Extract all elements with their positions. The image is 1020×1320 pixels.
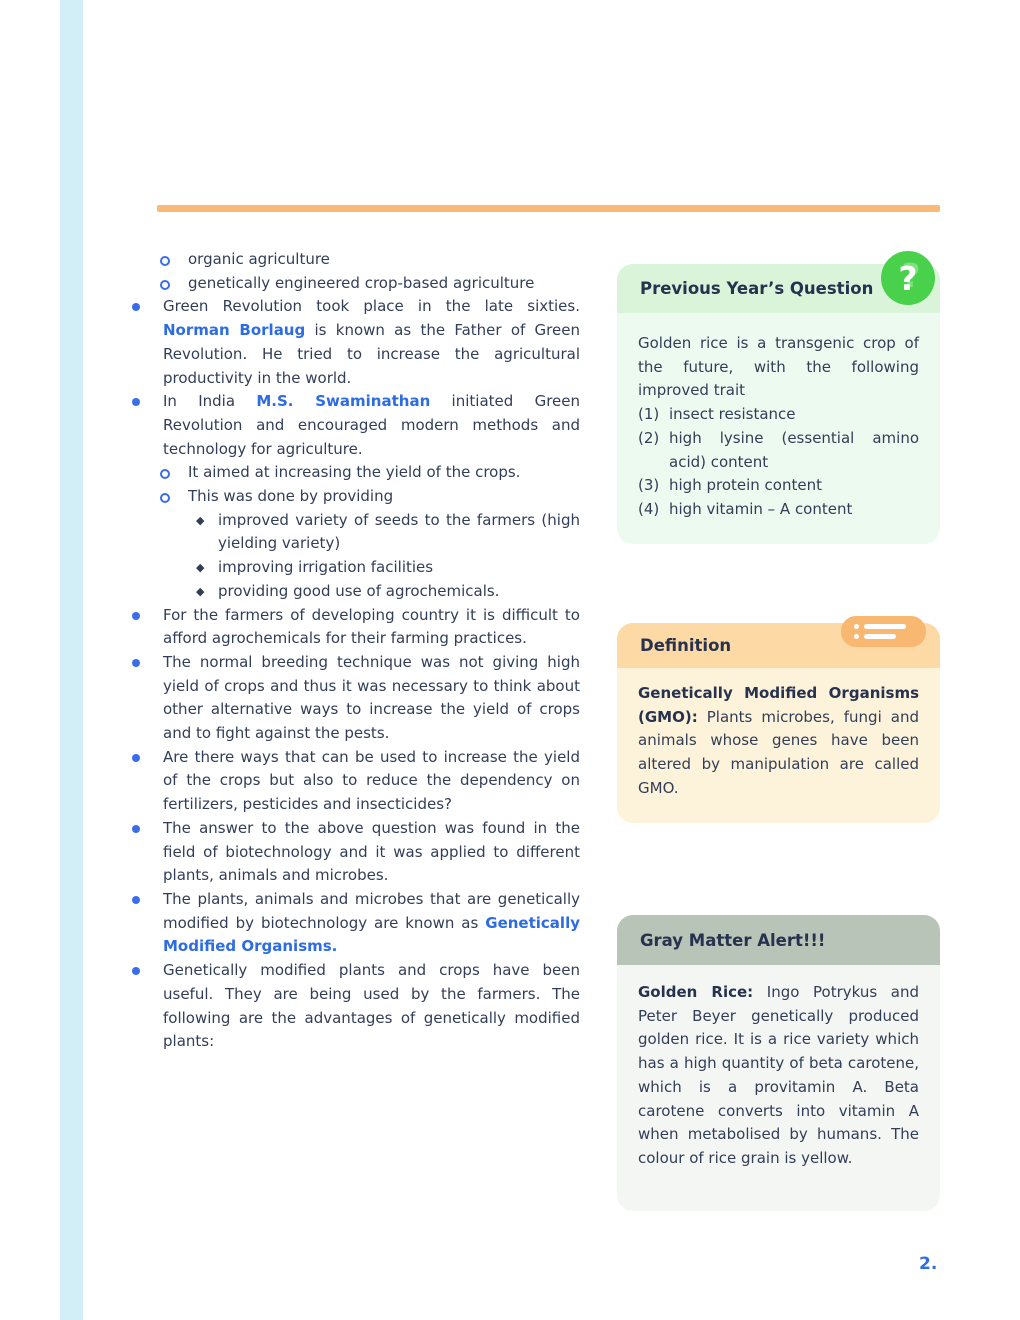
bullet-dot-icon: [132, 659, 140, 667]
pyq-option: (1) insect resistance: [638, 405, 796, 424]
list-item: ◆ improving irrigation facilities: [125, 556, 580, 580]
definition-box-body: [617, 668, 940, 823]
previous-year-question-box: [617, 258, 940, 544]
pyq-option: (3) high protein content: [638, 476, 822, 495]
pyq-option: (4) high vitamin – A content: [638, 499, 853, 518]
page-number: 2.: [919, 1254, 938, 1274]
definition-box-title: Definition: [640, 636, 732, 655]
bullet-dot-icon: [132, 398, 140, 406]
bullet-diamond-icon: ◆: [196, 561, 205, 575]
question-icon: ?: [881, 251, 935, 305]
gray-matter-box-header: [617, 915, 940, 965]
bullet-circle-icon: [160, 493, 170, 503]
bullet-dot-icon: [132, 612, 140, 620]
list-item: Green Revolution took place in the late sixties. Norman Borlaug is known as the Father of Green Revolution. He tried to increase the agricultural productivity in the world.: [125, 295, 580, 390]
bullet-circle-icon: [160, 469, 170, 479]
gray-matter-box-body: [617, 965, 940, 1211]
list-item: ◆ improved variety of seeds to the farmers (high yielding variety): [196, 510, 580, 553]
bullet-dot-icon: [132, 754, 140, 762]
definition-text: Genetically Modified Organisms (GMO): Plants microbes, fungi and animals whose genes have been altered by manipulation are called GMO.: [638, 684, 919, 797]
gray-matter-term: Golden Rice:: [638, 983, 754, 1001]
bullet-circle-icon: [160, 280, 170, 290]
pyq-option: (2) high lysine (essential amino acid) content: [638, 428, 919, 471]
pyq-box-title: Previous Year’s Question: [640, 279, 874, 298]
list-item: genetically engineered crop-based agriculture: [125, 272, 580, 296]
bullet-circle-icon: [160, 256, 170, 266]
list-item: The normal breeding technique was not giving high yield of crops and thus it was necessary to think about other alternative ways to increase the yield of crops and to fight against the pests.: [125, 651, 580, 746]
list-item: organic agriculture: [125, 248, 580, 272]
pyq-box-header: [617, 258, 940, 313]
list-item: ◆ providing good use of agrochemicals.: [125, 580, 580, 604]
keyword-highlight: Norman Borlaug: [163, 321, 306, 340]
pyq-options: [638, 403, 919, 522]
definition-box-header: [617, 623, 940, 668]
list-item: This was done by providing: [125, 485, 580, 509]
bullet-dot-icon: [132, 967, 140, 975]
list-lines-icon: [841, 616, 926, 647]
definition-box: [617, 623, 940, 823]
pyq-question-text: Golden rice is a transgenic crop of the future, with the following improved trait: [638, 334, 919, 400]
pyq-box-body: [617, 313, 940, 544]
gray-matter-box-title: Gray Matter Alert!!!: [640, 930, 826, 950]
bullet-dot-icon: [132, 896, 140, 904]
bullet-diamond-icon: ◆: [196, 584, 205, 598]
list-item: In India M.S. Swaminathan initiated Green Revolution and encouraged modern methods and technology for agriculture.: [125, 390, 580, 461]
list-item: Are there ways that can be used to increase the yield of the crops but also to reduce the dependency on fertilizers, pesticides and insecticides?: [125, 746, 580, 817]
left-margin-stripe: [60, 0, 83, 1320]
list-item: The answer to the above question was found in the field of biotechnology and it was applied to different plants, animals and microbes.: [125, 817, 580, 888]
gray-matter-text: Golden Rice: Ingo Potrykus and Peter Beyer genetically produced golden rice. It is a rice variety which has a high quantity of beta carotene, which is a provitamin A. Beta carotene converts into vitamin A when metabolised by humans. The colour of rice grain is yellow.: [638, 983, 919, 1167]
top-divider-rule: [157, 205, 940, 212]
list-item: Genetically modified plants and crops have been useful. They are being used by the farmers. The following are the advantages of genetically modified plants:: [125, 959, 580, 1054]
list-item: The plants, animals and microbes that are genetically modified by biotechnology are known as Genetically Modified Organisms.: [125, 888, 580, 959]
gray-matter-alert-box: [617, 915, 940, 1211]
bullet-list: [125, 248, 580, 1054]
definition-term: Genetically Modified Organisms (GMO):: [638, 684, 919, 726]
list-item: For the farmers of developing country it is difficult to afford agrochemicals for their farming practices.: [125, 604, 580, 651]
list-item: It aimed at increasing the yield of the crops.: [125, 461, 580, 485]
keyword-highlight: M.S. Swaminathan: [256, 392, 431, 411]
bullet-diamond-icon: ◆: [196, 513, 205, 527]
keyword-highlight: Genetically Modified Organisms.: [163, 913, 580, 956]
bullet-dot-icon: [132, 303, 140, 311]
bullet-dot-icon: [132, 825, 140, 833]
